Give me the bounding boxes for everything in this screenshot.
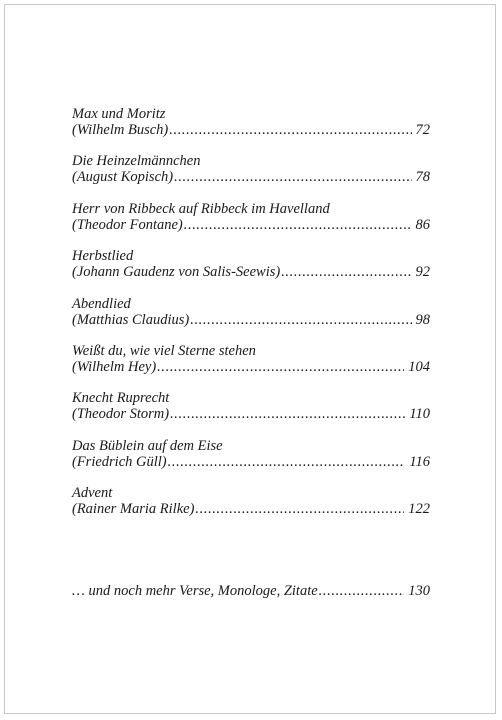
dot-leader bbox=[319, 583, 405, 599]
entry-author: (Johann Gaudenz von Salis-Seewis) bbox=[72, 264, 281, 281]
entry-title: Weißt du, wie viel Sterne stehen bbox=[72, 342, 256, 359]
entry-author: (Matthias Claudius) bbox=[72, 311, 190, 328]
toc-entry bbox=[72, 343, 430, 375]
entry-author: (Wilhelm Busch) bbox=[72, 122, 169, 138]
dot-leader bbox=[168, 454, 406, 470]
entry-page-number: 98 bbox=[415, 311, 430, 328]
toc-entry bbox=[72, 248, 430, 280]
dot-leader bbox=[184, 217, 412, 233]
entry-page-number: 92 bbox=[415, 264, 430, 281]
entry-author-row bbox=[72, 406, 430, 422]
toc-entry bbox=[72, 201, 430, 233]
toc-entry bbox=[72, 390, 430, 422]
entry-author-row bbox=[72, 454, 430, 470]
toc-entry bbox=[72, 153, 430, 185]
entry-title: Max und Moritz bbox=[72, 106, 166, 122]
toc-entry bbox=[72, 296, 430, 328]
entry-author-row bbox=[72, 169, 430, 185]
dot-leader bbox=[195, 501, 404, 517]
entry-title: Advent bbox=[72, 485, 113, 502]
closing-page-number: 130 bbox=[408, 583, 430, 599]
entry-page-number: 72 bbox=[415, 122, 430, 138]
dot-leader bbox=[157, 359, 404, 375]
entry-page-number: 122 bbox=[408, 501, 430, 518]
entry-author-row bbox=[72, 264, 430, 280]
entry-author: (Wilhelm Hey) bbox=[72, 358, 157, 375]
entry-author-row bbox=[72, 217, 430, 233]
dot-leader bbox=[170, 406, 405, 422]
entry-title: Herbstlied bbox=[72, 248, 134, 265]
dot-leader bbox=[190, 312, 411, 328]
toc-entry bbox=[72, 485, 430, 517]
entry-author-row bbox=[72, 359, 430, 375]
closing-text: … und noch mehr Verse, Monologe, Zitate bbox=[72, 583, 318, 599]
entry-title: Abendlied bbox=[72, 295, 131, 312]
entry-author-row bbox=[72, 122, 430, 138]
entry-title: Die Heinzelmännchen bbox=[72, 153, 201, 170]
entry-page-number: 110 bbox=[409, 406, 430, 423]
toc-closing-entry bbox=[72, 583, 430, 599]
dot-leader bbox=[174, 169, 411, 185]
entry-author-row bbox=[72, 312, 430, 328]
entry-author: (Friedrich Güll) bbox=[72, 453, 167, 470]
entry-author: (Rainer Maria Rilke) bbox=[72, 501, 195, 518]
entry-author-row bbox=[72, 501, 430, 517]
entry-page-number: 78 bbox=[415, 169, 430, 186]
toc-entry bbox=[72, 106, 430, 138]
dot-leader bbox=[281, 264, 411, 280]
entry-title: Herr von Ribbeck auf Ribbeck im Havelland bbox=[72, 200, 330, 217]
entry-title: Das Büblein auf dem Eise bbox=[72, 437, 223, 454]
dot-leader bbox=[169, 122, 411, 138]
toc-entry bbox=[72, 438, 430, 470]
entry-title: Knecht Ruprecht bbox=[72, 390, 170, 407]
entry-author: (August Kopisch) bbox=[72, 169, 174, 186]
entry-page-number: 104 bbox=[408, 358, 430, 375]
closing-row bbox=[72, 583, 430, 599]
entry-author: (Theodor Fontane) bbox=[72, 216, 183, 233]
entry-author: (Theodor Storm) bbox=[72, 406, 170, 423]
entry-page-number: 116 bbox=[409, 453, 430, 470]
entry-page-number: 86 bbox=[415, 216, 430, 233]
table-of-contents bbox=[72, 106, 430, 533]
